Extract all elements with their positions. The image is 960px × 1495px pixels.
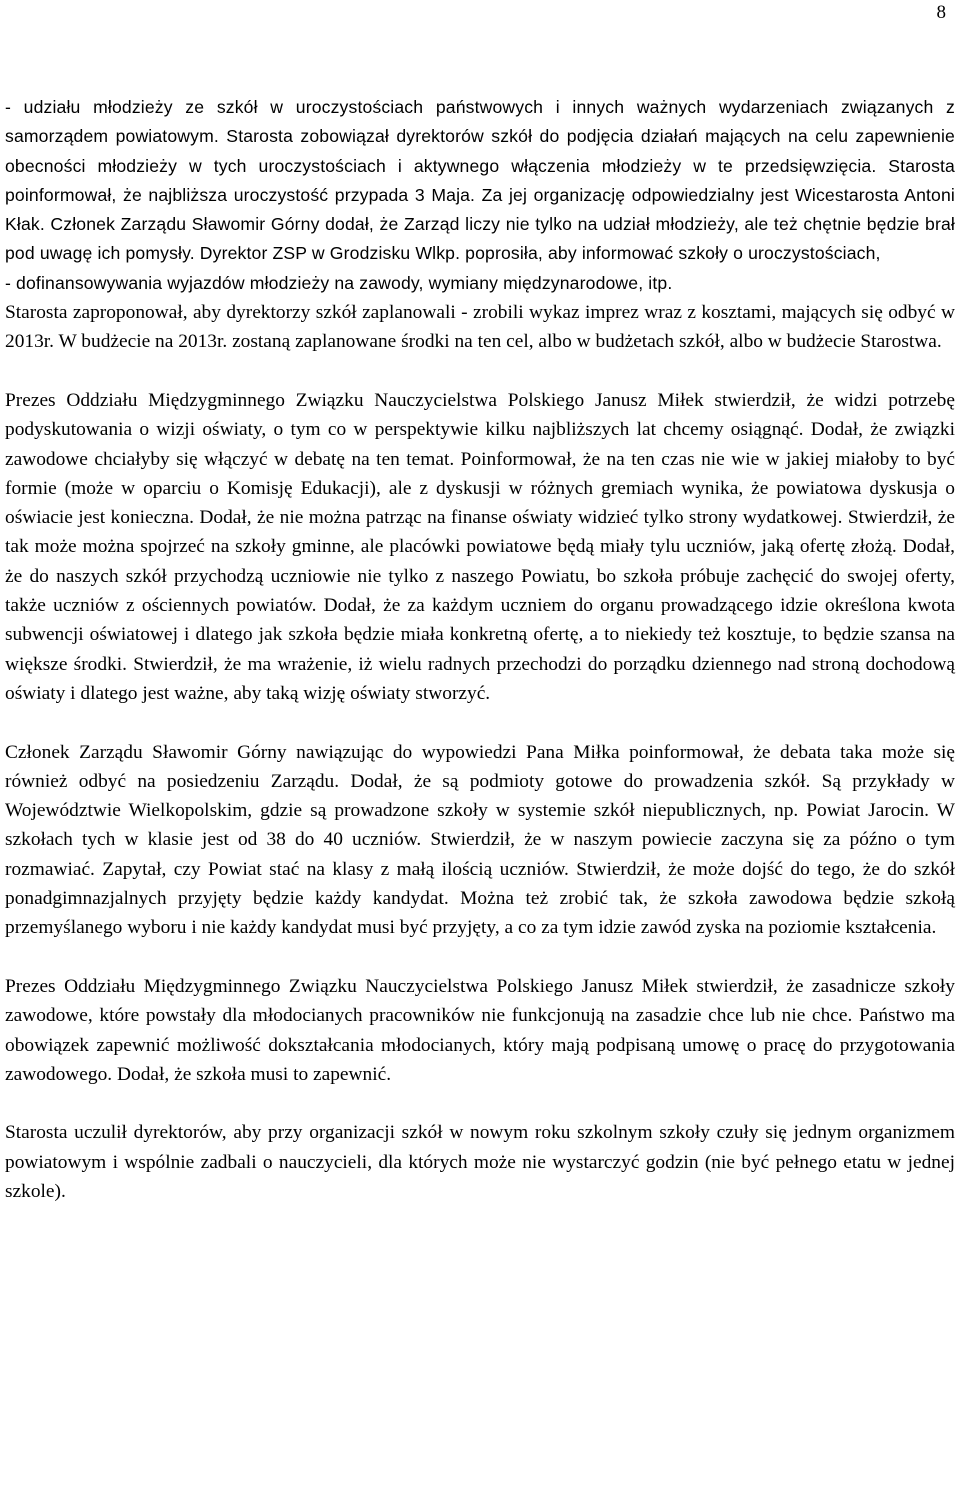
paragraph-gorny-debate: Członek Zarządu Sławomir Górny nawiązując do wypowiedzi Pana Miłka poinformował, że debata taka może się również odbyć na posiedzeniu Zarządu. Dodał, że są podmioty gotowe do prowadzenia szkół. Są przykłady w Województwie Wielkopolskim, gdzie są prowadzone szkoły w systemie szkół niepublicznych, np. Powiat Jarocin. W szkołach tych w klasie jest od 38 do 40 uczniów. Stwierdził, że w naszym powiecie zaczyna się za późno o tym rozmawiać. Zapytał, czy Powiat stać na klasy z małą ilością uczniów. Stwierdził, że może dojść do tego, że do szkół ponadgimnazjalnych przyjęty będzie każdy kandydat. Można też zrobić tak, że szkoła zawodowa będzie szkołą przemyślanego wyboru i nie każdy kandydat musi być przyjęty, a co za tym idzie zawód zyska na poziomie kształcenia. [5,741,955,939]
paragraph-funding-item: - dofinansowywania wyjazdów młodzieży na zawody, wymiany międzynarodowe, itp. [5,272,673,293]
paragraph-youth-events [5,93,955,357]
paragraph-milek-vocational: Prezes Oddziału Międzygminnego Związku Nauczycielstwa Polskiego Janusz Miłek stwierdził, że zasadnicze szkoły zawodowe, które powstały dla młodocianych pracowników nie funkcjonują na zasadzie chce lub nie chce. Państwo ma obowiązek zapewnić możliwość dokształcania młodocianych, który mają podpisaną umowę o pracę do przygotowania zawodowego. Dodał, że szkoła musi to zapewnić. [5,975,955,1085]
paragraph-starosta-teachers: Starosta uczulił dyrektorów, aby przy organizacji szkół w nowym roku szkolnym szkoły czuły się jednym organizmem powiatowym i wspólnie zadbali o nauczycieli, dla których może nie wystarczyć godzin (nie być pełnego etatu w jednej szkole). [5,1122,955,1202]
page-number: 8 [936,2,946,23]
document-body [5,93,955,1206]
paragraph-starosta-proposal: Starosta zaproponował, aby dyrektorzy szkół zaplanowali - zrobili wykaz imprez wraz z kosztami, mających się odbyć w 2013r. W budżecie na 2013r. zostaną zaplanowane środki na ten cel, albo w budżetach szkół, albo w budżecie Starostwa. [5,302,955,353]
paragraph-youth-events-text: - udziału młodzieży ze szkół w uroczystościach państwowych i innych ważnych wydarzeniach związanych z samorządem powiatowym. Starosta zobowiązał dyrektorów szkół do podjęcia działań mających na celu zapewnienie obecności młodzieży w tych uroczystościach i aktywnego włączenia młodzieży w te przedsięwzięcia. Starosta poinformował, że najbliższa uroczystość przypada 3 Maja. Za jej organizację odpowiedzialny jest Wicestarosta Antoni Kłak. Członek Zarządu Sławomir Górny dodał, że Zarząd liczy nie tylko na udział młodzieży, ale też chętnie będzie brał pod uwagę ich pomysły. Dyrektor ZSP w Grodzisku Wlkp. poprosiła, aby informować szkoły o uroczystościach, [5,97,955,264]
paragraph-milek-vision: Prezes Oddziału Międzygminnego Związku Nauczycielstwa Polskiego Janusz Miłek stwierdził, że widzi potrzebę podyskutowania o wizji oświaty, o tym co w perspektywie kilku najbliższych lat chcemy osiągnąć. Dodał, że związki zawodowe chciałyby się włączyć w debatę na ten temat. Poinformował, że na ten czas nie wie w jakiej miałoby to być formie (może w oparciu o Komisję Edukacji), ale z dyskusji w różnych gremiach wynika, że powiatowa dyskusja o oświacie jest konieczna. Dodał, że nie można patrząc na finanse oświaty widzieć tylko strony wydatkowej. Stwierdził, że tak może można spojrzeć na szkoły gminne, ale placówki powiatowe będą miały tylu uczniów, jaką ofertę złożą. Dodał, że do naszych szkół przychodzą uczniowie nie tylko z naszego Powiatu, bo szkoła próbuje zachęcić do swojej oferty, także uczniów z ościennych powiatów. Dodał, że za każdym uczniem do organu prowadzącego idzie określona kwota subwencji oświatowej i dlatego jak szkoła będzie miała konkretną ofertę, a to niekiedy też kosztuje, to będzie szansa na większe środki. Stwierdził, że ma wrażenie, iż wielu radnych przechodzi do porządku dziennego nad stroną dochodową oświaty i dlatego jest ważne, aby taką wizję oświaty stworzyć. [5,389,955,704]
